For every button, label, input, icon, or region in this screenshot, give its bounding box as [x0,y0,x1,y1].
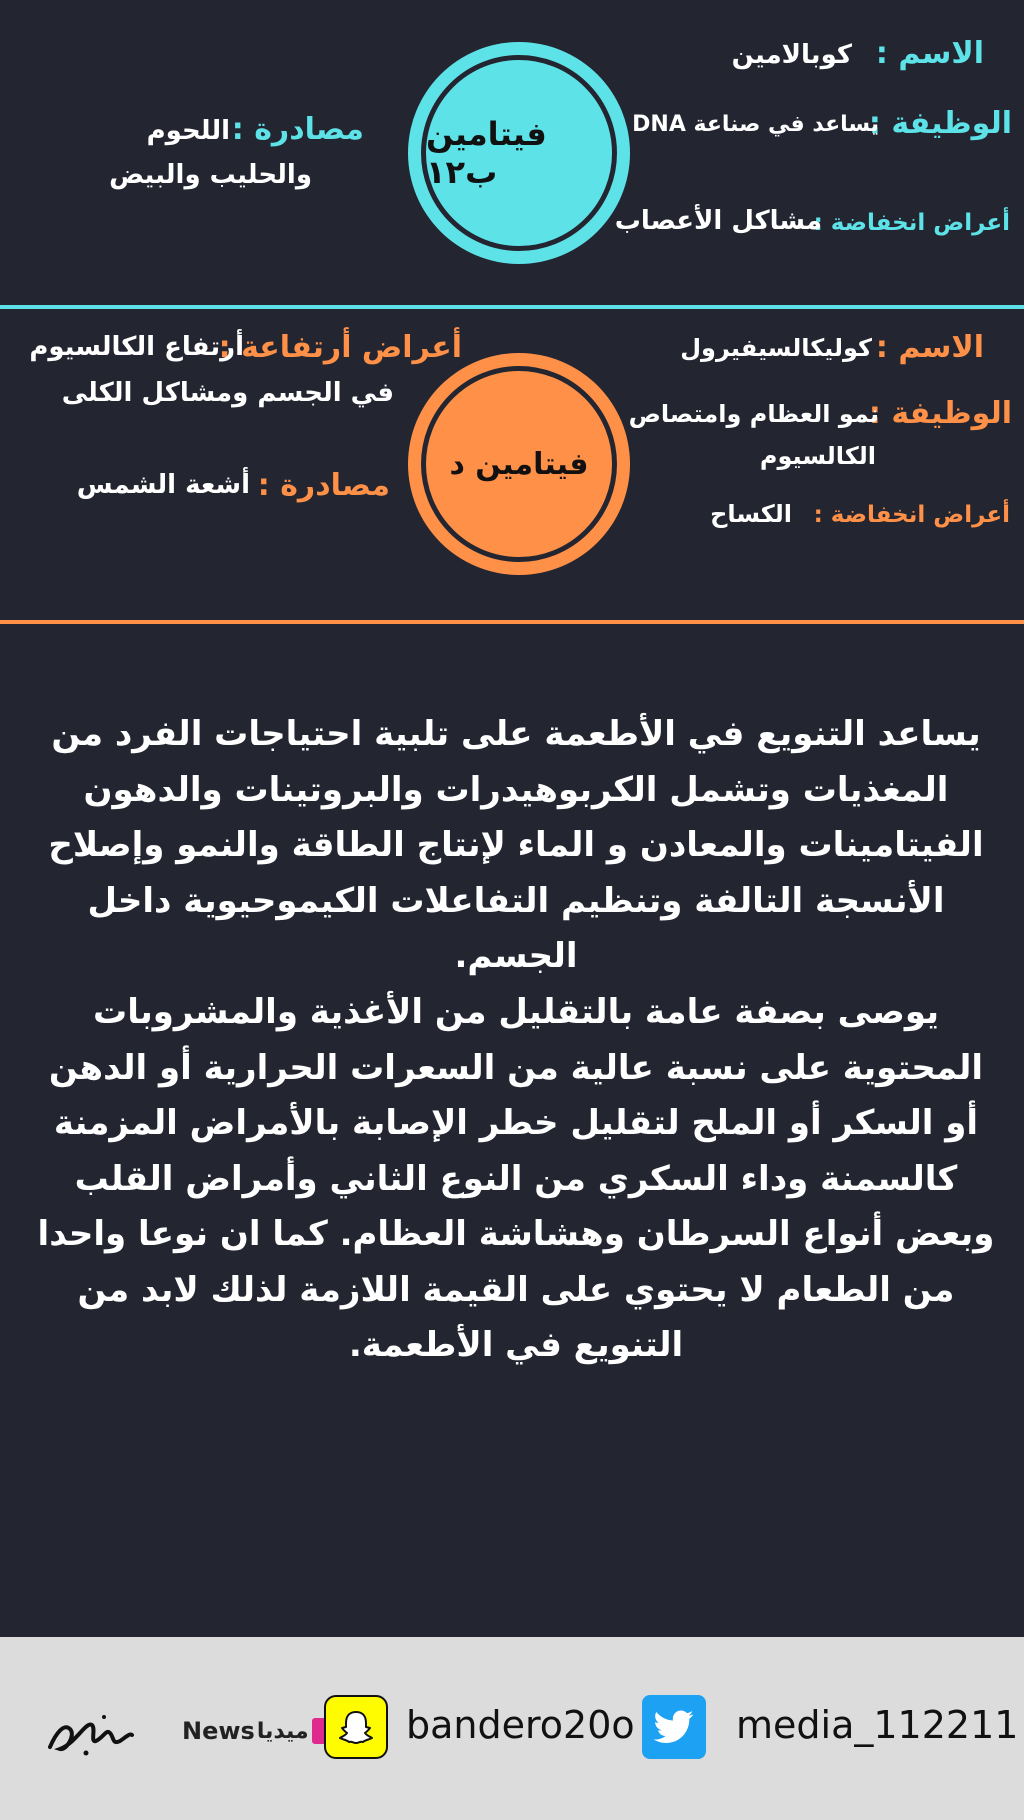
d-function-value-1: نمو العظام وامتصاص [628,400,879,428]
d-deficiency-value: الكساح [710,500,792,528]
paragraph-recommendation: يوصى بصفة عامة بالتقليل من الأغذية والمشروبات المحتوية على نسبة عالية من السعرات الحرارية أو الدهن أو السكر أو الملح لتقليل خطر الإصابة بالأمراض المزمنة كالسمنة وداء السكري من النوع الثاني وأمراض القلب وبعض أنواع السرطان وهشاشة العظام. كما ان نوعا واحدا من الطعام لا يحتوي على القيمة اللازمة لذلك لابد من التنويع في الأطعمة. [37,992,995,1365]
d-sources-label: مصادرة : [257,468,390,503]
d-function-label: الوظيفة : [868,396,1012,431]
b12-function-value: يساعد في صناعة DNA [632,112,879,137]
snapchat-icon[interactable] [324,1695,388,1759]
footer [0,1637,1024,1820]
d-sources-value: أشعة الشمس [76,470,250,500]
d-excess-label: أعراض أرتفاعة : [218,330,462,365]
paragraph-variety: يساعد التنويع في الأطعمة على تلبية احتياجات الفرد من المغذيات وتشمل الكربوهيدرات والبروتينات والدهون الفيتامينات والمعادن و الماء لإنتاج الطاقة والنمو وإصلاح الأنسجة التالفة وتنظيم التفاعلات الكيموحيوية داخل الجسم. [48,714,984,976]
signature-icon [46,1703,136,1763]
vitamin-b12-title: فيتامين ب١٢ [426,115,547,191]
cyan-divider [0,305,1024,309]
d-excess-value-2: في الجسم ومشاكل الكلى [61,378,394,408]
d-name-value: كوليكالسيفيرول [680,334,872,362]
vitamin-b12-circle [408,42,630,264]
twitter-handle[interactable]: media_112211 [736,1703,1019,1747]
b12-deficiency-label: أعراض انخفاضة : [813,210,1010,236]
ghost-icon [336,1707,376,1747]
b12-deficiency-value: مشاكل الأعصاب [614,206,822,236]
twitter-icon[interactable] [642,1695,706,1759]
media-logo-news-text: News [182,1717,255,1745]
b12-sources-label: مصادرة : [231,112,364,147]
d-excess-value-1: أرتفاع الكالسيوم [29,332,244,362]
d-name-label: الاسم : [875,330,984,365]
media-news-logo [182,1713,338,1749]
snapchat-handle[interactable]: bandero20o [406,1703,635,1747]
d-deficiency-label: أعراض انخفاضة : [813,502,1010,528]
b12-sources-value-1: اللحوم [146,116,230,146]
signature-logo [46,1703,136,1763]
vitamin-d-circle [408,353,630,575]
media-logo-arabic-text: ميديا [256,1718,309,1744]
b12-name-value: كوبالامين [731,40,852,70]
d-function-value-2: الكالسيوم [759,442,876,470]
b12-sources-value-2: والحليب والبيض [109,160,312,190]
b12-function-label: الوظيفة : [868,106,1012,141]
b12-name-label: الاسم : [875,36,984,71]
vitamin-d-title: فيتامين د [449,446,589,482]
bird-icon [654,1710,694,1744]
orange-divider [0,620,1024,624]
